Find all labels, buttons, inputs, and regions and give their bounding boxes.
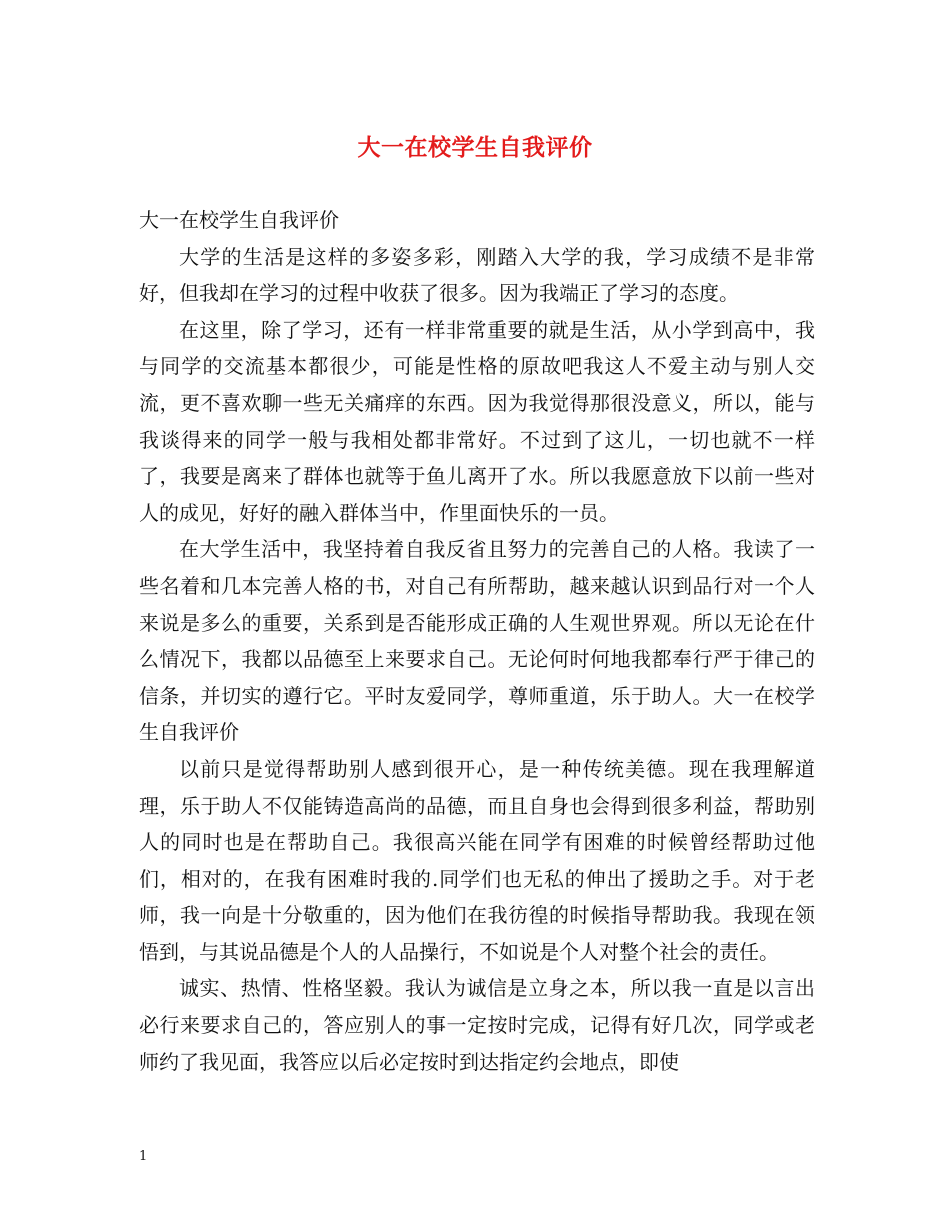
paragraph-2: 在这里，除了学习，还有一样非常重要的就是生活，从小学到高中，我与同学的交流基本都很少，可能是性格的原故吧我这人不爱主动与别人交流，更不喜欢聊一些无关痛痒的东西。因为我觉得那很没意义，所以，能与我谈得来的同学一般与我相处都非常好。不过到了这儿，一切也就不一样了，我要是离来了群体也就等于鱼儿离开了水。所以我愿意放下以前一些对人的成见，好好的融入群体当中，作里面快乐的一员。 bbox=[139, 317, 815, 525]
paragraph-5: 诚实、热情、性格坚毅。我认为诚信是立身之本，所以我一直是以言出必行来要求自己的，答应别人的事一定按时完成，记得有好几次，同学或老师约了我见面，我答应以后必定按时到达指定约会地点，即使 bbox=[139, 976, 815, 1074]
paragraph-4: 以前只是觉得帮助别人感到很开心，是一种传统美德。现在我理解道理，乐于助人不仅能铸造高尚的品德，而且自身也会得到很多利益，帮助别人的同时也是在帮助自己。我很高兴能在同学有困难的时候曾经帮助过他们，相对的，在我有困难时我的.同学们也无私的伸出了援助之手。对于老师，我一向是十分敬重的，因为他们在我彷徨的时候指导帮助我。我现在领悟到，与其说品德是个人的人品操行，不如说是个人对整个社会的责任。 bbox=[139, 756, 815, 964]
document-title: 大一在校学生自我评价 bbox=[357, 134, 593, 161]
paragraph-3: 在大学生活中，我坚持着自我反省且努力的完善自己的人格。我读了一些名着和几本完善人格的书，对自己有所帮助，越来越认识到品行对一个人来说是多么的重要，关系到是否能形成正确的人生观世界观。所以无论在什么情况下，我都以品德至上来要求自己。无论何时何地我都奉行严于律己的信条，并切实的遵行它。平时友爱同学，尊师重道，乐于助人。大一在校学生自我评价 bbox=[139, 537, 815, 745]
document-body bbox=[139, 202, 815, 1080]
page-number: 1 bbox=[139, 1149, 148, 1164]
paragraph-1: 大学的生活是这样的多姿多彩，刚踏入大学的我，学习成绩不是非常好，但我却在学习的过程中收获了很多。因为我端正了学习的态度。 bbox=[139, 244, 815, 306]
section-heading: 大一在校学生自我评价 bbox=[139, 208, 339, 232]
